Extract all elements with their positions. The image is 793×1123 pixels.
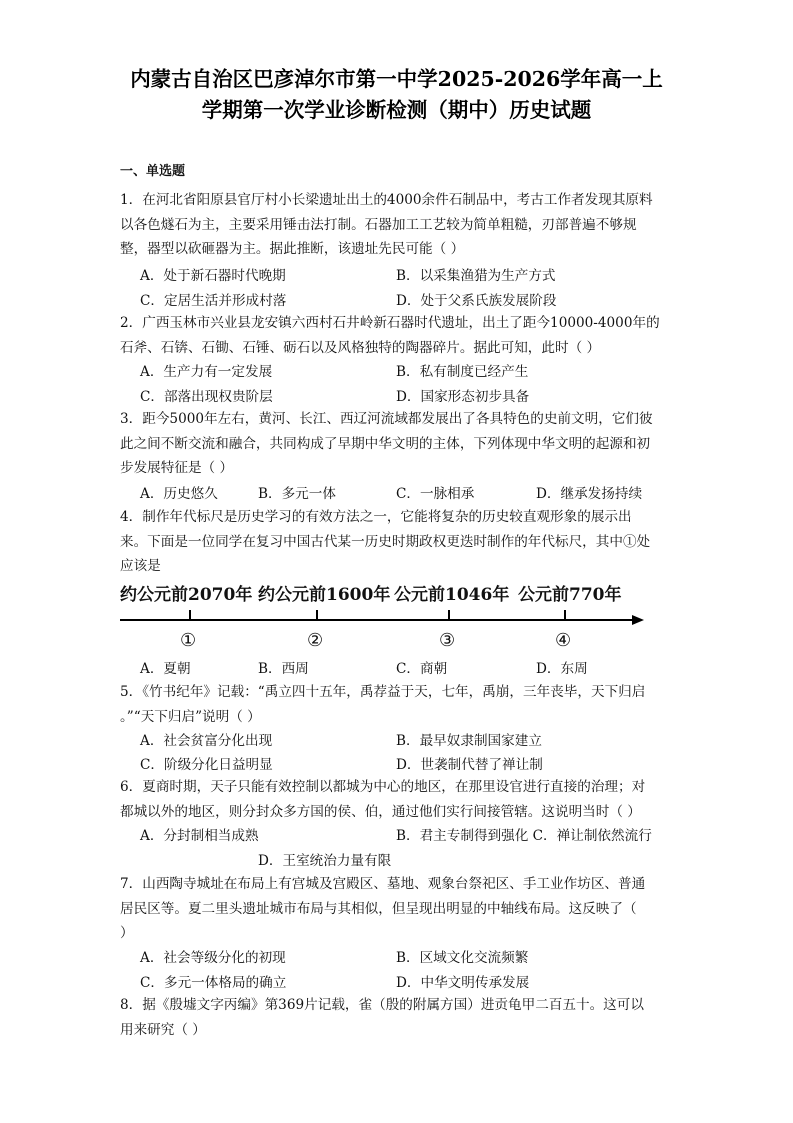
question-1-option-b[interactable]: B．以采集渔猎为生产方式 bbox=[396, 268, 556, 284]
question-5-line: 。”“天下归启”说明（ ） bbox=[120, 708, 261, 725]
question-4-option-a[interactable]: A．夏朝 bbox=[140, 661, 191, 677]
question-2-option-b[interactable]: B．私有制度已经产生 bbox=[396, 364, 529, 380]
question-4-option-b[interactable]: B．西周 bbox=[258, 661, 309, 677]
question-4-option-c[interactable]: C．商朝 bbox=[396, 661, 448, 677]
question-5 bbox=[120, 680, 680, 729]
question-4 bbox=[120, 505, 680, 579]
question-2 bbox=[120, 311, 680, 360]
question-6 bbox=[120, 775, 680, 824]
question-7-option-b[interactable]: B．区域文化交流频繁 bbox=[396, 950, 529, 966]
question-3-line: 此之间不断交流和融合，共同构成了早期中华文明的主体，下列体现中华文明的起源和初 bbox=[120, 435, 651, 452]
question-7-line: 7．山西陶寺城址在布局上有宫城及宫殿区、墓地、观象台祭祀区、手工业作坊区、普通 bbox=[120, 876, 646, 892]
timeline-label: 公元前770年 bbox=[518, 585, 622, 605]
question-5-option-c[interactable]: C．阶级分化日益明显 bbox=[140, 757, 273, 773]
question-8 bbox=[120, 993, 680, 1042]
question-5-line: 5．《竹书纪年》记载：“禹立四十五年，禹荐益于天，七年，禹崩，三年丧毕，天下归启 bbox=[120, 684, 646, 700]
question-4-line: 来。下面是一位同学在复习中国古代某一历史时期政权更迭时制作的年代标尺，其中①处 bbox=[120, 533, 651, 550]
question-7-option-a[interactable]: A．社会等级分化的初现 bbox=[140, 950, 286, 966]
question-4-line: 应该是 bbox=[120, 558, 161, 574]
chronology-timeline bbox=[118, 574, 648, 654]
question-6-line: 6．夏商时期，天子只能有效控制以都城为中心的地区，在那里设官进行直接的治理；对 bbox=[120, 779, 646, 795]
question-3-option-b[interactable]: B．多元一体 bbox=[258, 486, 336, 502]
question-3 bbox=[120, 407, 680, 481]
timeline-marker: ① bbox=[180, 630, 197, 651]
section-heading: 一、单选题 bbox=[120, 164, 186, 179]
question-5-option-b[interactable]: B．最早奴隶制国家建立 bbox=[396, 733, 542, 749]
question-2-option-d[interactable]: D．国家形态初步具备 bbox=[396, 389, 530, 405]
question-5-option-a[interactable]: A．社会贫富分化出现 bbox=[140, 733, 273, 749]
question-7-line: 居民区等。夏二里头遗址城市布局与其相似，但呈现出明显的中轴线布局。这反映了（ bbox=[120, 900, 637, 917]
timeline-label: 约公元前2070年 bbox=[120, 585, 253, 605]
exam-title-line-2: 学期第一次学业诊断检测（期中）历史试题 bbox=[201, 98, 592, 122]
question-2-option-a[interactable]: A．生产力有一定发展 bbox=[140, 364, 273, 380]
timeline-label: 公元前1046年 bbox=[394, 585, 510, 605]
timeline-label: 约公元前1600年 bbox=[258, 585, 391, 605]
question-7-line: ） bbox=[120, 925, 134, 941]
question-3-option-c[interactable]: C．一脉相承 bbox=[396, 486, 475, 502]
timeline-marker: ③ bbox=[439, 630, 456, 651]
question-6-option-b-c[interactable]: B．君主专制得到强化 C．禅让制依然流行 bbox=[396, 828, 652, 844]
question-1-option-a[interactable]: A．处于新石器时代晚期 bbox=[140, 268, 286, 284]
question-3-option-d[interactable]: D．继承发扬持续 bbox=[536, 486, 643, 502]
question-4-line: 4．制作年代标尺是历史学习的有效方法之一，它能将复杂的历史较直观形象的展示出 bbox=[120, 509, 632, 525]
question-7-option-d[interactable]: D．中华文明传承发展 bbox=[396, 975, 530, 991]
exam-title-line-1: 内蒙古自治区巴彦淖尔市第一中学2025-2026学年高一上 bbox=[130, 67, 663, 91]
question-8-line: 用来研究（ ） bbox=[120, 1021, 206, 1038]
question-1-line: 整，器型以砍砸器为主。据此推断，该遗址先民可能（ ） bbox=[120, 241, 465, 257]
question-1-option-d[interactable]: D．处于父系氏族发展阶段 bbox=[396, 293, 557, 309]
timeline-marker: ② bbox=[307, 630, 324, 651]
question-3-line: 3．距今5000年左右，黄河、长江、西辽河流域都发展出了各具特色的史前文明，它们彼 bbox=[120, 411, 653, 427]
question-1-option-c[interactable]: C．定居生活并形成村落 bbox=[140, 293, 287, 309]
question-7-option-c[interactable]: C．多元一体格局的确立 bbox=[140, 975, 287, 991]
question-6-option-a[interactable]: A．分封制相当成熟 bbox=[140, 828, 259, 844]
question-1-line: 1．在河北省阳原县官厅村小长梁遗址出土的4000余件石制品中，考古工作者发现其原料 bbox=[120, 192, 653, 208]
question-6-option-d[interactable]: D．王室统治力量有限 bbox=[258, 853, 392, 869]
question-3-line: 步发展特征是（ ） bbox=[120, 460, 234, 476]
timeline-marker: ④ bbox=[555, 630, 572, 651]
question-2-option-c[interactable]: C．部落出现权贵阶层 bbox=[140, 389, 273, 405]
question-8-line: 8．据《殷墟文字丙编》第369片记载，雀（殷的附属方国）进贡龟甲二百五十。这可以 bbox=[120, 997, 644, 1013]
question-5-option-d[interactable]: D．世袭制代替了禅让制 bbox=[396, 757, 543, 773]
question-2-line: 石斧、石锛、石锄、石锤、砺石以及风格独特的陶器碎片。据此可知，此时（ ） bbox=[120, 339, 601, 356]
question-4-option-d[interactable]: D．东周 bbox=[536, 661, 588, 677]
question-3-option-a[interactable]: A．历史悠久 bbox=[140, 486, 218, 502]
question-1 bbox=[120, 188, 680, 262]
question-1-line: 以各色燧石为主，主要采用锤击法打制。石器加工工艺较为简单粗糙，刃部普遍不够规 bbox=[120, 216, 637, 233]
question-7 bbox=[120, 872, 680, 946]
question-6-line: 都城以外的地区，则分封众多方国的侯、伯，通过他们实行间接管辖。这说明当时（ ） bbox=[120, 803, 641, 820]
question-2-line: 2．广西玉林市兴业县龙安镇六西村石井岭新石器时代遗址，出土了距今10000-4000年的 bbox=[120, 315, 660, 331]
